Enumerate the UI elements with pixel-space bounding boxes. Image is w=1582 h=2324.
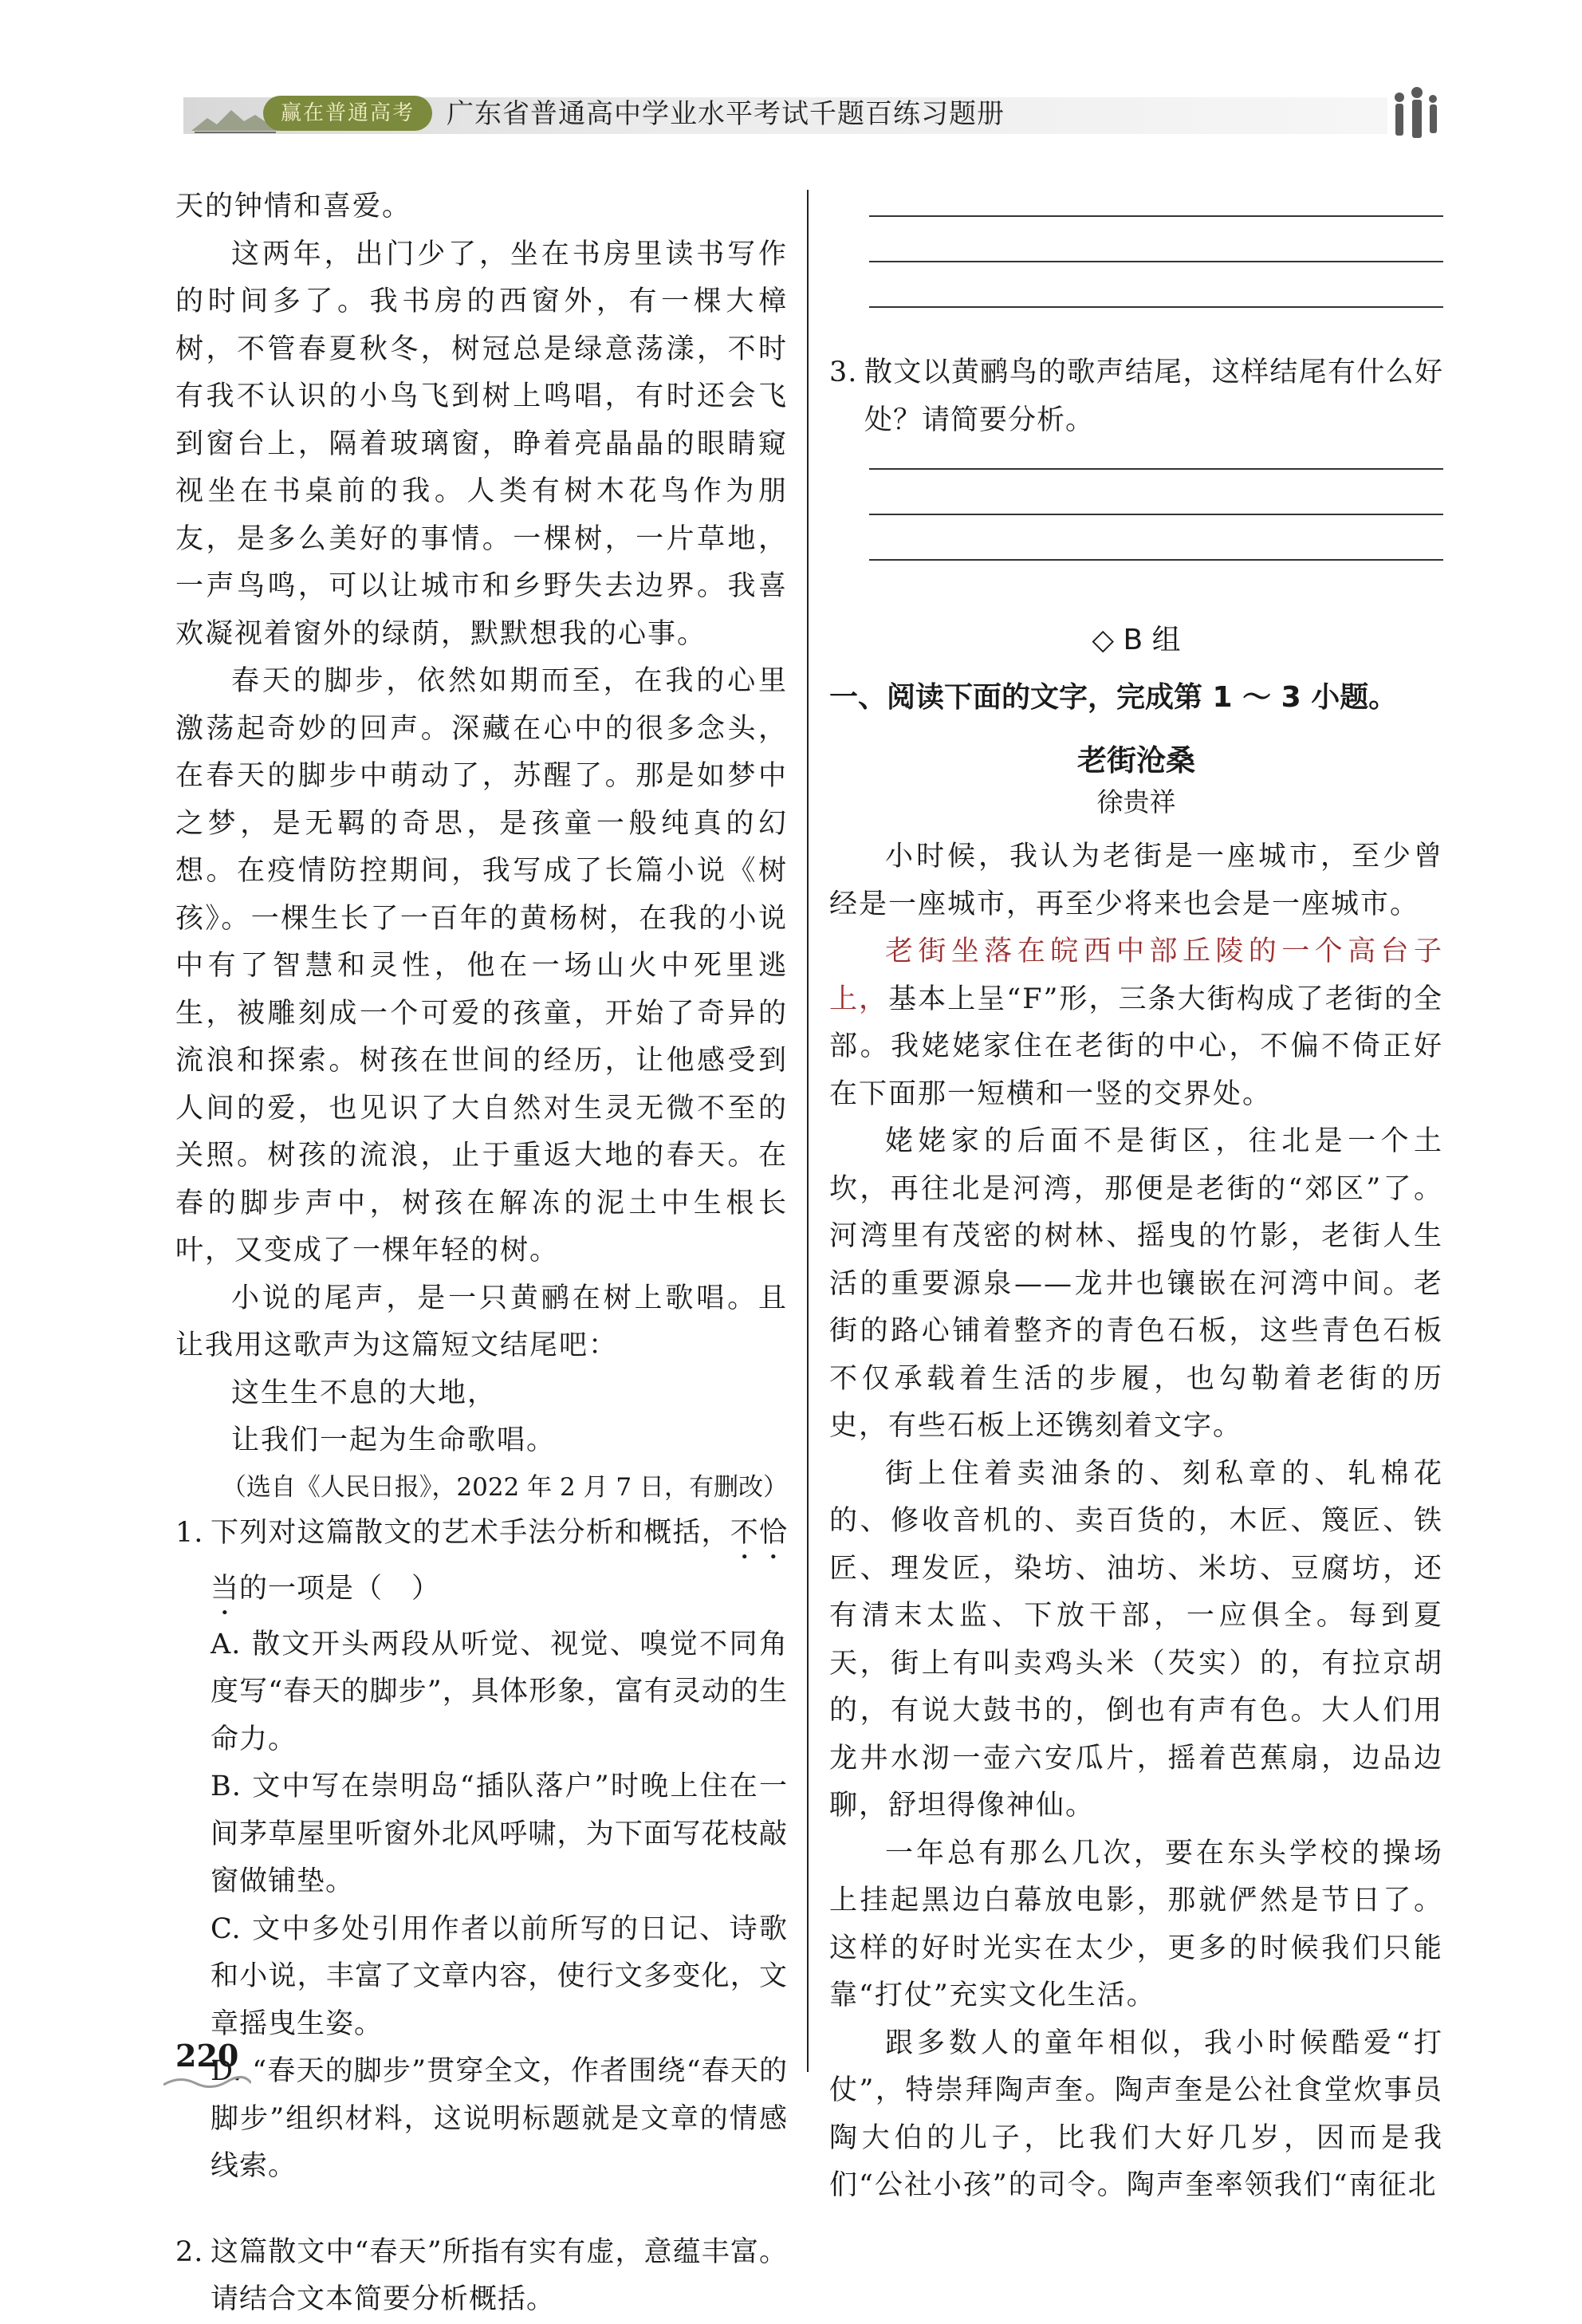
header-title: 广东省普通高中学业水平考试千题百练习题册 [447,98,1005,130]
option-c[interactable]: C. 文中多处引用作者以前所写的日记、诗歌和小说，丰富了文章内容，使行文多变化，文章摇曳生姿。 [211,1912,788,2040]
column-divider [807,190,809,2072]
question-number: 3. [829,356,858,388]
paragraph: 这两年，出门少了，坐在书房里读书写作的时间多了。我书房的西窗外，有一棵大樟树，不管春夏秋冬，树冠总是绿意荡漾，不时有我不认识的小鸟飞到树上鸣唱，有时还会飞到窗台上，隔着玻璃窗，睁着亮晶晶的眼睛窥视坐在书桌前的我。人类有树木花鸟作为朋友，是多么美好的事情。一棵树，一片草地，一声鸟鸣，可以让城市和乡野失去边界。我喜欢凝视着窗外的绿荫，默默想我的心事。 [175,238,788,650]
paragraph: 姥姥家的后面不是街区，往北是一个土坎，再往北是河湾，那便是老街的“郊区”了。河湾里有茂密的树林、摇曳的竹影，老街人生活的重要源泉——龙井也镶嵌在河湾中间。老街的路心铺着整齐的青色石板，这些青色石板不仅承载着生活的步履，也勾勒着老街的历史，有些石板上还镌刻着文字。 [829,1125,1443,1442]
paragraph [829,928,1443,1118]
question-number: 2. [175,2235,204,2268]
section-heading: 一、阅读下面的文字，完成第 1 ～ 3 小题。 [829,681,1398,714]
paragraph: 跟多数人的童年相似，我小时候酷爱“打仗”，特崇拜陶声奎。陶声奎是公社食堂炊事员陶大伯的儿子，比我们大好几岁，因而是我们“公社小孩”的司令。陶声奎率领我们“南征北 [829,2027,1443,2201]
option-b[interactable]: B. 文中写在崇明岛“插队落户”时晚上住在一间茅草屋里听窗外北风呼啸，为下面写花枝敲窗做铺垫。 [211,1771,788,1897]
question-emphasis: 不恰当 [211,1516,788,1605]
source-citation: （选自《人民日报》，2022 年 2 月 7 日，有删改） [221,1472,788,1502]
right-column [829,183,1443,2210]
option-a[interactable]: A. 散文开头两段从听觉、视觉、嗅觉不同角度写“春天的脚步”，具体形象，富有灵动的生命力。 [211,1628,788,1755]
paragraph: 春天的脚步，依然如期而至，在我的心里激荡起奇妙的回声。深藏在心中的很多念头，在春天的脚步中萌动了，苏醒了。那是如梦中之梦，是无羁的奇思，是孩童一般纯真的幻想。在疫情防控期间，我写成了长篇小说《树孩》。一棵生长了一百年的黄杨树，在我的小说中有了智慧和灵性，他在一场山火中死里逃生，被雕刻成一个可爱的孩童，开始了奇异的流浪和探索。树孩在世间的经历，让他感受到人间的爱，也见识了大自然对生灵无微不至的关照。树孩的流浪，止于重返大地的春天。在春的脚步声中，树孩在解冻的泥土中生根长叶，又变成了一棵年轻的树。 [175,665,788,1266]
question-number: 1. [175,1516,204,1549]
verse-line: 让我们一起为生命歌唱。 [231,1424,557,1456]
group-title: ◇ B 组 [1092,624,1181,656]
question-2 [175,2229,788,2324]
footer-ornament-icon [163,2074,251,2090]
paragraph-text: 基本上呈“F”形，三条大街构成了老街的全部。我姥姥家住在老街的中心，不偏不倚正好在下面那一短横和一竖的交界处。 [829,983,1443,1110]
question-stem-end: 的一项是（ ） [239,1572,441,1605]
verse-line: 这生生不息的大地， [231,1377,498,1409]
article-author: 徐贵祥 [1096,786,1176,817]
header-badge: 赢在普通高考 [263,96,432,131]
paragraph: 小说的尾声，是一只黄鹂在树上歌唱。且让我用这歌声为这篇短文结尾吧： [175,1282,788,1361]
question-text: 这篇散文中“春天”所指有实有虚，意蕴丰富。请结合文本简要分析概括。 [211,2235,788,2315]
article-title: 老街沧桑 [1077,742,1195,778]
question-1 [175,1510,788,1621]
paragraph: 小时候，我认为老街是一座城市，至少曾经是一座城市，再至少将来也会是一座城市。 [829,841,1443,920]
option-d[interactable]: D. “春天的脚步”贯穿全文，作者围绕“春天的脚步”组织材料，这说明标题就是文章的情感线索。 [211,2055,788,2182]
paragraph: 街上住着卖油条的、刻私章的、轧棉花的、修收音机的、卖百货的，木匠、篾匠、铁匠、理发匠，染坊、油坊、米坊、豆腐坊，还有清末太监、下放干部，一应俱全。每到夏天，街上有叫卖鸡头米（芡实）的，有拉京胡的，有说大鼓书的，倒也有声有色。大人们用龙井水沏一壶六安瓜片，摇着芭蕉扇，边品边聊，舒坦得像神仙。 [829,1457,1443,1822]
paragraph: 一年总有那么几次，要在东头学校的操场上挂起黑边白幕放电影，那就俨然是节日了。这样的好时光实在太少，更多的时候我们只能靠“打仗”充实文化生活。 [829,1837,1443,2011]
left-column [175,183,788,2324]
page-number: 220 [175,2038,239,2074]
paragraph: 天的钟情和喜爱。 [175,191,412,223]
question-text: 散文以黄鹂鸟的歌声结尾，这样结尾有什么好处？请简要分析。 [864,356,1443,436]
question-stem: 下列对这篇散文的艺术手法分析和概括， [211,1516,730,1549]
people-figures-icon [1383,86,1447,144]
highlighted-sentence: 老街坐落在皖西中部丘陵的一个高台子上， [829,936,1443,1015]
page-header [0,0,1582,160]
question-3 [829,349,1443,444]
